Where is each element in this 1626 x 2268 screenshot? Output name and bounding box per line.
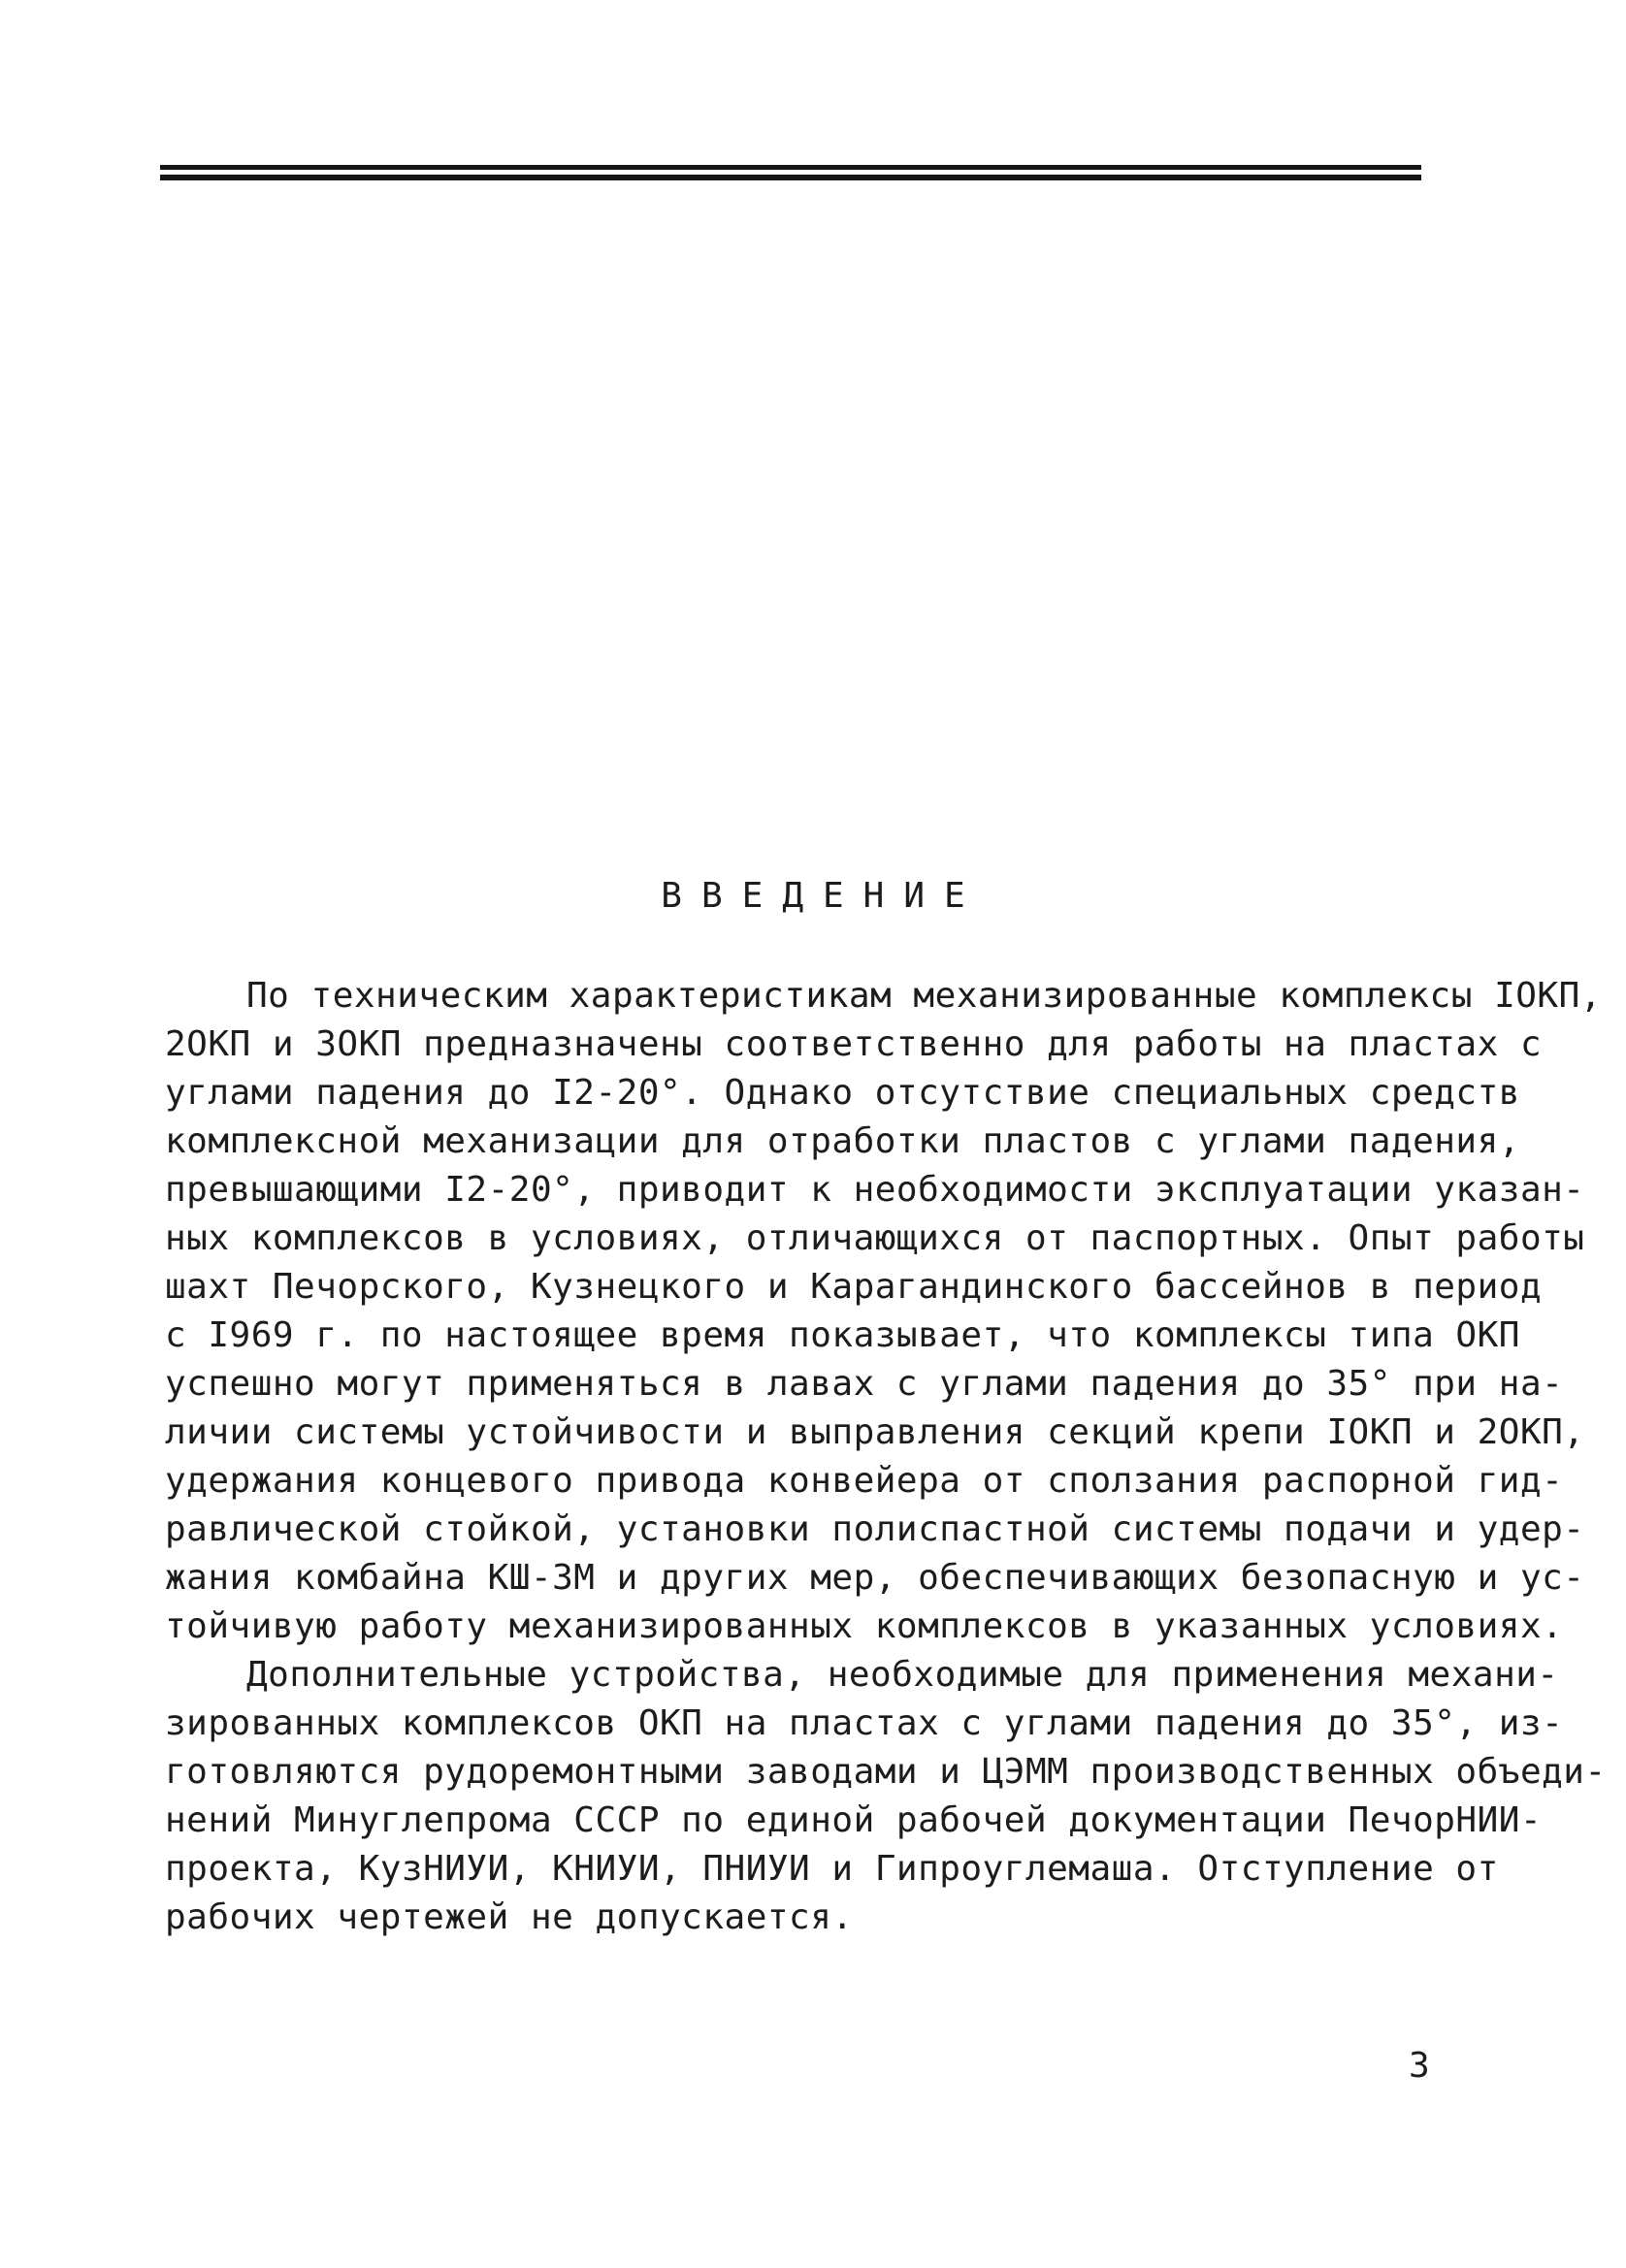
text-line: 2ОКП и 3ОКП предназначены соответственно для работы на пластах с: [165, 1024, 1543, 1064]
text-line: нений Минуглепрома СССР по единой рабочей документации ПечорНИИ-: [165, 1800, 1543, 1840]
text-line: углами падения до I2-20°. Однако отсутствие специальных средств: [165, 1073, 1520, 1113]
text-line: ных комплексов в условиях, отличающихся от паспортных. Опыт работы: [165, 1218, 1585, 1258]
text-line: шахт Печорского, Кузнецкого и Карагандинского бассейнов в период: [165, 1267, 1543, 1307]
text-line: с I969 г. по настоящее время показывает, что комплексы типа ОКП: [165, 1315, 1520, 1355]
text-line: По техническим характеристикам механизированные комплексы IОКП,: [246, 976, 1602, 1016]
paragraph-2: [165, 1651, 1607, 1942]
text-line: удержания концевого привода конвейера от сползания распорной гид-: [165, 1461, 1564, 1501]
header-double-rule: [160, 161, 1421, 182]
page-number: 3: [1409, 2046, 1430, 2086]
paragraph-1: [165, 972, 1602, 1651]
text-line: тойчивую работу механизированных комплексов в указанных условиях.: [165, 1606, 1564, 1646]
text-line: готовляются рудоремонтными заводами и ЦЭММ производственных объеди-: [165, 1752, 1607, 1792]
text-line: комплексной механизации для отработки пластов с углами падения,: [165, 1121, 1520, 1161]
text-line: превышающими I2-20°, приводит к необходимости эксплуатации указан-: [165, 1170, 1585, 1210]
text-line: успешно могут применяться в лавах с углами падения до 35° при на-: [165, 1364, 1564, 1404]
text-line: жания комбайна КШ-3М и других мер, обеспечивающих безопасную и ус-: [165, 1558, 1585, 1598]
document-body: [165, 972, 1607, 1942]
header-rule-line-top: [160, 165, 1421, 170]
text-line: равлической стойкой, установки полиспастной системы подачи и удер-: [165, 1509, 1585, 1549]
text-line: проекта, КузНИУИ, КНИУИ, ПНИУИ и Гипроуглемаша. Отступление от: [165, 1849, 1499, 1889]
header-rule-line-bottom: [160, 175, 1421, 180]
text-line: личии системы устойчивости и выправления секций крепи IОКП и 2ОКП,: [165, 1412, 1585, 1452]
text-line: зированных комплексов ОКП на пластах с углами падения до 35°, из-: [165, 1703, 1564, 1743]
text-line: Дополнительные устройства, необходимые для применения механи-: [246, 1655, 1559, 1695]
text-line: рабочих чертежей не допускается.: [165, 1897, 854, 1937]
section-heading: ВВЕДЕНИЕ: [661, 876, 985, 916]
